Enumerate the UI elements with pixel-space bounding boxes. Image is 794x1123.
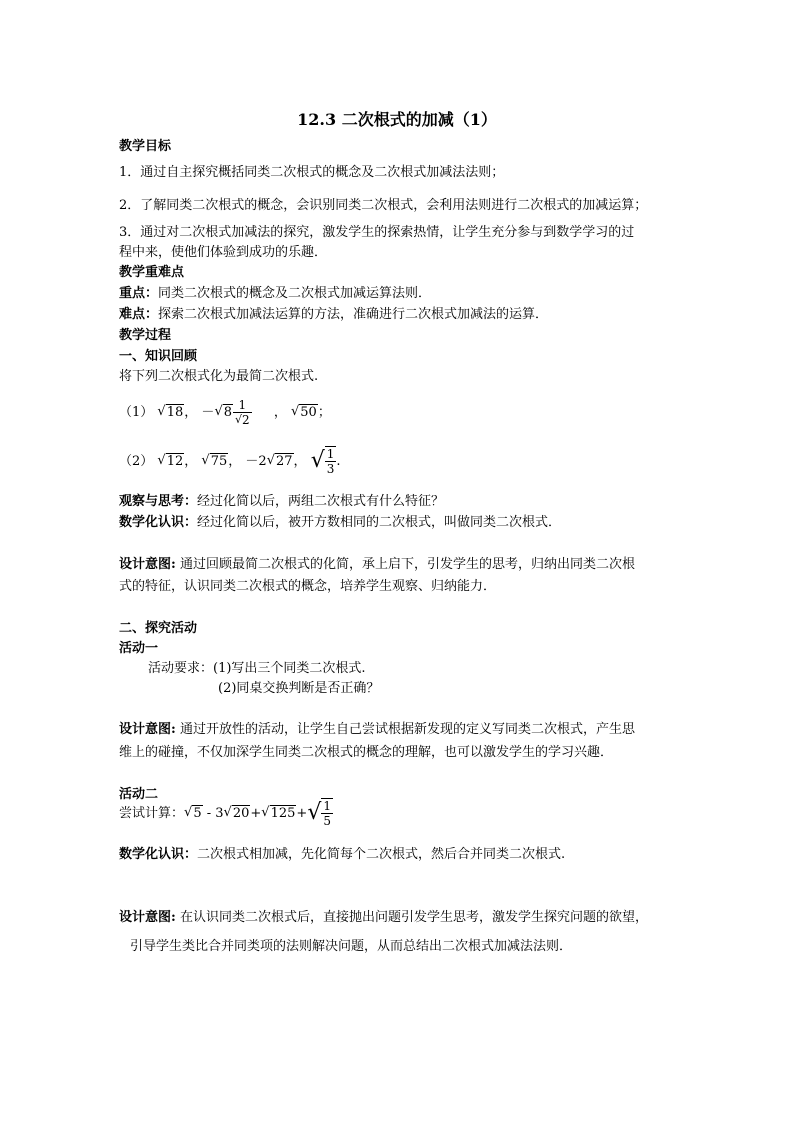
period: . (336, 453, 341, 469)
goals-heading: 教学目标 (119, 139, 172, 154)
radicand-20: 20 (232, 806, 250, 821)
radicand-27: 27 (276, 454, 293, 469)
calculation-line (119, 792, 333, 834)
fraction-1-over-sqrt2 (233, 398, 252, 428)
radical-8: √8 (214, 404, 233, 420)
design-intent-text: 在认识同类二次根式后，直接抛出问题引发学生思考，激发学生探究问题的欲望， (175, 910, 648, 925)
math-recognition-2-line (119, 846, 565, 864)
design-intent-1-line-1 (119, 556, 635, 574)
comma: ， (184, 404, 198, 420)
fraction-numerator: 1 (323, 799, 331, 813)
semicolon: ； (317, 404, 331, 420)
design-intent-2-line-1 (119, 721, 635, 739)
page-title: 12.3 二次根式的加减（1） (297, 110, 497, 129)
math-recognition-label: 数学化认识： (119, 847, 198, 862)
math-recognition-label: 数学化认识： (119, 515, 198, 530)
activity-2-heading: 活动二 (119, 787, 159, 802)
exercise-2 (119, 442, 341, 480)
process-heading: 教学过程 (119, 328, 172, 343)
math-recognition-text: 二次根式相加减，先化简每个二次根式，然后合并同类二次根式. (197, 847, 566, 862)
design-intent-text: 通过开放性的活动，让学生自己尝试根据新发现的定义写同类二次根式，产生思 (175, 722, 635, 737)
radicand-12: 12 (166, 454, 184, 469)
radical-27: √27 (266, 453, 293, 469)
difficulty-line (119, 306, 548, 324)
fraction-denominator: 3 (326, 462, 335, 476)
exercise-2-label: （2） (119, 453, 154, 469)
exercise-1 (119, 394, 331, 430)
section-2-heading: 二、探究活动 (119, 621, 198, 636)
radicand-18: 18 (166, 405, 184, 420)
design-intent-text: 通过回顾最简二次根式的化简，承上启下，引发学生的思考，归纳出同类二次根 (175, 557, 635, 572)
goal-item-1: 1．通过自主探究概括同类二次根式的概念及二次根式加减法法则； (119, 165, 505, 180)
fraction-denominator: √2 (235, 412, 250, 427)
radical-50: √50 (290, 404, 317, 420)
activity-1-requirement-2: (2)同桌交换判断是否正确？ (218, 681, 380, 696)
section-1-heading: 一、知识回顾 (119, 349, 198, 364)
radicand-5: 5 (193, 806, 202, 821)
radical-12: √12 (157, 453, 184, 469)
math-recognition-line (119, 514, 561, 532)
radical-one-third: √ $\frac{1}{3}$ (310, 447, 335, 476)
radicand-125: 125 (270, 806, 296, 821)
design-intent-3-line-2: 引导学生类比合并同类项的法则解决问题，从而总结出二次根式加减法法则． (130, 939, 573, 954)
plus-operator: + (296, 805, 308, 821)
fraction-one-fifth (321, 798, 333, 828)
plus-operator: + (250, 805, 262, 821)
radicand-8: 8 (223, 405, 233, 420)
radical-125: √125 (261, 805, 296, 821)
observe-label: 观察与思考： (119, 494, 198, 509)
radicand-75: 75 (210, 454, 228, 469)
exercise-1-label: （1） (119, 404, 154, 420)
fraction-denominator: 5 (323, 814, 331, 828)
activity-1-requirement-1: 活动要求：(1)写出三个同类二次根式. (148, 661, 366, 676)
design-intent-1-line-2: 式的特征，认识同类二次根式的概念，培养学生观察、归纳能力． (119, 579, 497, 594)
minus-sign: － (201, 404, 215, 420)
focus-line (119, 285, 431, 303)
radical-20: √20 (223, 805, 250, 821)
difficulty-label: 难点： (119, 307, 159, 322)
design-intent-label: 设计意图: (119, 910, 176, 925)
design-intent-label: 设计意图: (119, 557, 176, 572)
radical-one-fifth: √ $\frac{1}{5}$ (307, 799, 331, 828)
key-points-heading: 教学重难点 (119, 265, 185, 280)
radicand-2: 2 (242, 412, 250, 427)
goal-item-3-line-1: 3．通过对二次根式加减法的探究，激发学生的探索热情，让学生充分参与到数学学习的过 (119, 225, 635, 240)
coefficient-minus-2: －2 (245, 453, 267, 469)
fraction-numerator: 1 (326, 447, 335, 461)
radical-5: √5 (184, 805, 202, 821)
math-recognition-text: 经过化简以后，被开方数相同的二次根式，叫做同类二次根式． (197, 515, 562, 530)
comma: ， (228, 453, 242, 469)
fraction-one-third (325, 446, 337, 476)
radicand-50: 50 (300, 405, 317, 420)
activity-1-heading: 活动一 (119, 641, 159, 656)
radical-75: √75 (201, 453, 228, 469)
design-intent-3-line-1 (119, 909, 648, 927)
focus-text: 同类二次根式的概念及二次根式加减运算法则． (158, 286, 432, 301)
comma: ， (273, 404, 287, 420)
design-intent-2-line-2: 维上的碰撞，不仅加深学生同类二次根式的概念的理解，也可以激发学生的学习兴趣． (119, 745, 614, 760)
design-intent-label: 设计意图: (119, 722, 176, 737)
calculation-label: 尝试计算： (119, 805, 185, 821)
focus-label: 重点： (119, 286, 159, 301)
minus-operator: - 3 (202, 805, 224, 821)
fraction-numerator: 1 (233, 398, 252, 413)
review-intro: 将下列二次根式化为最简二次根式. (119, 369, 319, 384)
comma: ， (184, 453, 198, 469)
goal-item-2: 2．了解同类二次根式的概念，会识别同类二次根式，会利用法则进行二次根式的加减运算； (119, 198, 648, 213)
observe-text: 经过化简以后，两组二次根式有什么特征？ (197, 494, 445, 509)
comma: ， (293, 453, 307, 469)
radical-18: √18 (157, 404, 184, 420)
goal-item-3-line-2: 程中来，使他们体验到成功的乐趣． (119, 245, 328, 260)
difficulty-text: 探索二次根式加减法运算的方法，准确进行二次根式加减法的运算． (158, 307, 549, 322)
observe-line (119, 493, 444, 511)
